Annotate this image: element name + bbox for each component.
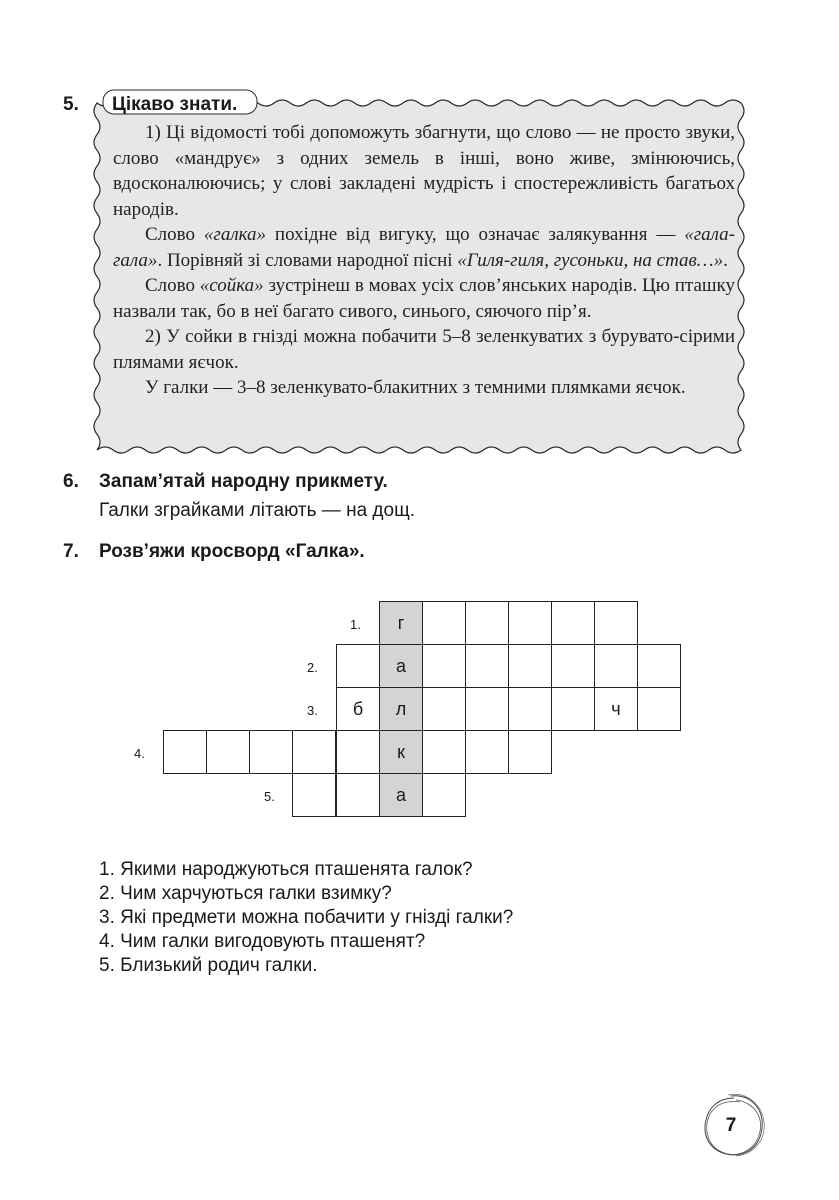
question-item: 4. Чим галки вигодовують пташенят?: [99, 931, 426, 952]
crossword-cell[interactable]: [551, 644, 595, 688]
crossword-cell[interactable]: [465, 730, 509, 774]
question-item: 1. Якими народжуються пташенята галок?: [99, 859, 473, 880]
crossword-cell[interactable]: к: [379, 730, 423, 774]
crossword-cell[interactable]: [249, 730, 293, 774]
crossword-cell[interactable]: [206, 730, 250, 774]
question-item: 5. Близький родич галки.: [99, 955, 318, 976]
crossword-cell[interactable]: л: [379, 687, 423, 731]
crossword-cell[interactable]: [336, 730, 380, 774]
crossword-cell[interactable]: [422, 773, 466, 817]
task-6-title: Запам’ятай народну прикмету.: [99, 471, 388, 492]
crossword-cell[interactable]: [637, 687, 681, 731]
info-paragraph-4: 2) У сойки в гнізді можна побачити 5–8 зеленкуватих з бурувато-сірими плямами яєчок.: [113, 326, 735, 373]
crossword-cell[interactable]: [508, 730, 552, 774]
task-7-number: 7.: [63, 541, 79, 562]
crossword-cell[interactable]: [594, 644, 638, 688]
crossword-cell[interactable]: г: [379, 601, 423, 645]
crossword-questions: [99, 858, 513, 978]
task-5-number: 5.: [63, 94, 79, 115]
crossword-cell[interactable]: б: [336, 687, 380, 731]
info-paragraph-3: Слово «сойка» зустрінеш в мовах усіх слов’янських народів. Цю пташку назвали так, бо в неї багато сивого, синього, сяючого пір’я.: [113, 275, 735, 322]
crossword-cell[interactable]: [292, 773, 336, 817]
question-item: 3. Які предмети можна побачити у гнізді галки?: [99, 907, 514, 928]
row-label-2: 2.: [307, 660, 318, 675]
task-6-number: 6.: [63, 471, 79, 492]
info-paragraph-5: У галки — 3–8 зеленкувато-блакитних з темними плямками яєчок.: [145, 377, 686, 398]
question-item: 2. Чим харчуються галки взимку?: [99, 883, 392, 904]
crossword-cell[interactable]: [292, 730, 336, 774]
crossword-cell[interactable]: [637, 644, 681, 688]
page-number-badge: [700, 1092, 770, 1164]
info-paragraph-1: 1) Ці відомості тобі допоможуть збагнути, що слово — не просто звуки, слово «мандрує» з одних земель в інші, воно живе, змінюючись, вдосконалюючись; у слові закладені мудрість і спостережливість багатьох народів.: [113, 122, 735, 220]
crossword-cell[interactable]: [422, 601, 466, 645]
crossword-cell[interactable]: а: [379, 773, 423, 817]
crossword-cell[interactable]: [551, 687, 595, 731]
info-box-text: [113, 120, 735, 401]
crossword-cell[interactable]: [465, 687, 509, 731]
crossword-cell[interactable]: а: [379, 644, 423, 688]
row-label-5: 5.: [264, 789, 275, 804]
info-box-title: Цікаво знати.: [112, 94, 238, 115]
row-label-4: 4.: [134, 746, 145, 761]
crossword-cell[interactable]: [422, 730, 466, 774]
crossword-cell[interactable]: ч: [594, 687, 638, 731]
row-label-3: 3.: [307, 703, 318, 718]
crossword-cell[interactable]: [594, 601, 638, 645]
crossword-cell[interactable]: [422, 644, 466, 688]
crossword-cell[interactable]: [422, 687, 466, 731]
task-7-title: Розв’яжи кросворд «Галка».: [99, 541, 365, 562]
crossword-cell[interactable]: [551, 601, 595, 645]
row-label-1: 1.: [350, 617, 361, 632]
crossword-cell[interactable]: [336, 644, 380, 688]
crossword-cell[interactable]: [465, 601, 509, 645]
page-number: 7: [725, 1115, 737, 1136]
crossword-cell[interactable]: [508, 644, 552, 688]
crossword-cell[interactable]: [508, 601, 552, 645]
info-paragraph-2: Слово «галка» похідне від вигуку, що означає залякування — «гала-гала». Порівняй зі словами народної пісні «Гиля-гиля, гусоньки, на став…».: [113, 224, 736, 271]
crossword-cell[interactable]: [163, 730, 207, 774]
crossword-cell[interactable]: [336, 773, 380, 817]
crossword-cell[interactable]: [508, 687, 552, 731]
folk-saying: Галки зграйками літають — на дощ.: [99, 500, 415, 521]
crossword-cell[interactable]: [465, 644, 509, 688]
